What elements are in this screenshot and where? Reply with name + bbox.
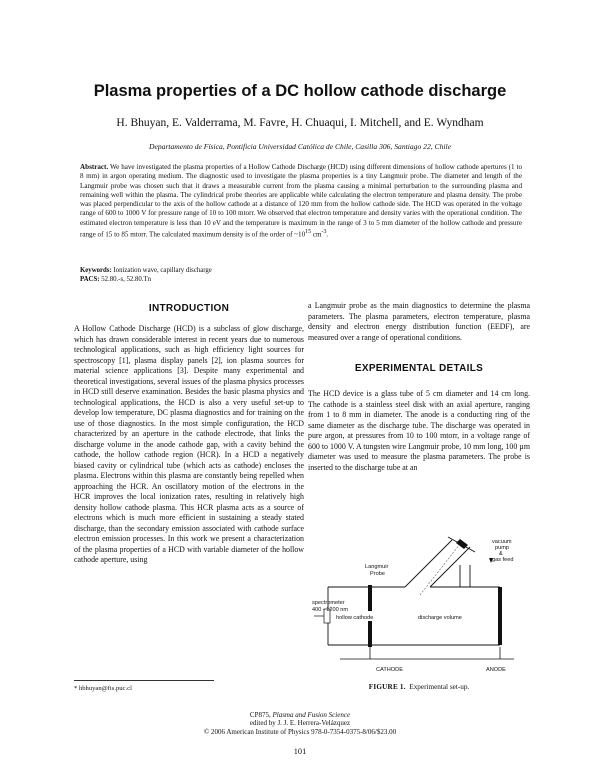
cathode-label: CATHODE (376, 667, 403, 673)
vacuum-line (460, 565, 470, 587)
discharge-volume-label: discharge volume (418, 615, 462, 621)
hollow-cathode-label: hollow cathode (336, 615, 374, 621)
introduction-heading: INTRODUCTION (148, 303, 230, 314)
footnote: * hbhuyan@fis.puc.cl (74, 685, 132, 692)
experimental-setup-figure (310, 535, 530, 675)
abstract-label: Abstract. (80, 163, 109, 171)
abstract-end: . (326, 230, 329, 239)
langmuir-label-1: Langmuir (365, 564, 389, 570)
pacs-text: 52.80.-s, 52.80.Tn (99, 275, 152, 283)
vacuum-label-4: gas feed (492, 557, 514, 563)
experimental-heading: EXPERIMENTAL DETAILS (354, 363, 484, 374)
footnote-rule (74, 680, 214, 681)
conference-info (0, 711, 600, 736)
conference-copyright: © 2006 American Institute of Physics 978-0-7354-0375-8/06/$23.00 (203, 727, 397, 736)
spectrometer-range-label: 400 - 1200 nm (312, 607, 349, 613)
abstract-unit: cm (311, 230, 322, 239)
conference-name: Plasma and Fusion Science (272, 711, 351, 719)
abstract-exponent: 15 (305, 229, 312, 236)
paper-title: Plasma properties of a DC hollow cathode discharge (93, 82, 507, 100)
experimental-text: The HCD device is a glass tube of 5 cm diameter and 14 cm long. The cathode is a stainless steel disk with an axial aperture, ranging from 1 to 8 mm in diameter. The anode is a conducting ring of the same diameter as the discharge tube. The discharge was operated in pure argon, at pressures from 10 to 100 mtorr, in a voltage range of 600 to 1000 V. A tungsten wire Langmuir probe, 10 mm long, 100 µm diameter was used to measure the plasma parameters. The probe is inserted to the discharge tube at an (308, 389, 530, 472)
keywords-label: Keywords: (80, 267, 112, 274)
conference-editor: edited by J. J. E. Herrera-Velázquez (249, 719, 351, 728)
langmuir-label-2: Probe (370, 571, 385, 577)
introduction-text: A Hollow Cathode Discharge (HCD) is a subclass of glow discharge, which has drawn considerable interest in recent years due to numerous technological applications, such as high efficiency light sources for spectroscopy [1], plasma display panels [2], ion plasma sources for material science applications [3]. Despite many experimental and theoretical investigations, several issues of the plasma physics processes in HCD still deserve examination. Besides the basic plasma physics and technological applications, the HCD is also a very useful set-up to develop low temperature, DC plasma diagnostics and for training on the use of those diagnostics. In the most simple configuration, the HCD characterized by an aperture in the cathode electrode, that links the discharge volume in the anode cathode gap, with a cavity behind the cathode, the hollow cathode region (HCR). In a HCD a negatively biased cavity or cylindrical tube (which acts as cathode) encloses the plasma. Electrons within this plasma are constantly being repelled when approaching the HCR. An oscillatory motion of the electrons in the HCR improves the local ionization rates, resulting in relatively high density hollow cathode plasma. This HCR plasma acts as a source of electrons which is much more efficient in sustaining a steady stated discharge, than the secondary emission associated with cathode surface electron emission processes. In this work we present a characterization of the plasma properties of a HCD with variable diameter of the hollow cathode aperture, using (74, 324, 304, 564)
abstract-unit-exponent: -3 (321, 229, 327, 236)
vacuum-label-2: pump (495, 545, 509, 551)
pacs-label: PACS: (80, 275, 100, 283)
figure-caption (308, 683, 530, 691)
abstract (80, 163, 522, 240)
spectrometer-label: spectrometer (312, 600, 345, 606)
keywords-text: Ionization wave, capillary discharge (111, 267, 212, 274)
abstract-text: We have investigated the plasma properties of a Hollow Cathode Discharge (HCD) using different dimensions of hollow cathode apertures (1 to 8 mm) in argon operating medium. The diagnostic used to investigate the plasma properties is a tiny Langmuir probe. The diameter and length of the Langmuir probe was chosen such that it draws a measurable current from the plasma causing a minimal perturbation to the surrounding plasma and remaining well within the plasma. The cylindrical probe theories are applicable while calculating the electron temperature and plasma density. The probe was placed perpendicular to the axis of the hollow cathode at a distance of 120 mm from the hollow cathode side. The HCD was operated in the voltage range of 600 to 1000 V for pressure range of 10 to 100 mtorr. We observed that electron temperature and density varies with the operational condition. The estimated electron temperature is less than 10 eV and the temperature is maximum in the range of 3 to 5 mm diameter of the hollow cathode and pressure range of 15 to 85 mtorr. The calculated maximum density is of the order of ~10 (80, 163, 522, 239)
page-number: 101 (293, 747, 307, 756)
figure-caption-text: Experimental set-up. (409, 683, 470, 691)
introduction-continued-text: a Langmuir probe as the main diagnostics to determine the plasma parameters. The plasma parameters, electron temperature, plasma density and electron energy distribution function (EEDF), are measured over a range of operational conditions. (308, 301, 530, 342)
author-list: H. Bhuyan, E. Valderrama, M. Favre, H. Chuaqui, I. Mitchell, and E. Wyndham (116, 117, 484, 129)
figure-caption-label: FIGURE 1. (368, 683, 406, 691)
vacuum-label-1: vacuum (492, 539, 512, 545)
anode-ring (498, 587, 502, 645)
vacuum-label-3: & (499, 551, 503, 557)
conference-line1: CP875, (249, 711, 273, 719)
affiliation: Departamento de Física, Pontificia Universidad Católica de Chile, Casilla 306, Santiago 22, Chile (148, 142, 452, 151)
keywords-block (80, 267, 522, 284)
anode-label: ANODE (486, 667, 506, 673)
